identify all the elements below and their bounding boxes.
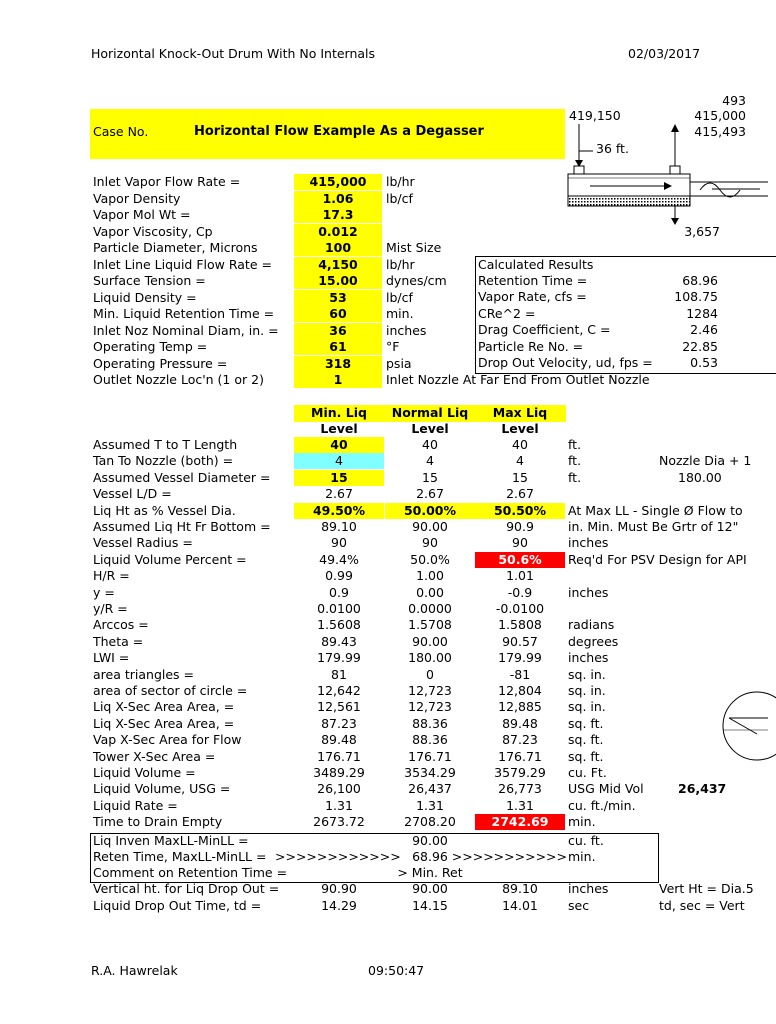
calc-label: CRe^2 = (478, 305, 536, 321)
input-unit: °F (386, 339, 400, 354)
level-subheader: Level (320, 421, 358, 436)
level-subheader: Level (501, 421, 539, 436)
row-value: 2742.69 (475, 814, 565, 830)
row-label: LWI = (93, 650, 130, 666)
level-header: Normal Liq (391, 405, 469, 420)
row-value: 40 (422, 437, 438, 452)
row-label: Liq X-Sec Area Area, = (93, 699, 235, 715)
input-label: Outlet Nozzle Loc'n (1 or 2) (93, 372, 264, 387)
calc-label: Particle Re No. = (478, 338, 584, 354)
row-value: 49.4% (319, 551, 359, 567)
row-value: 89.48 (502, 715, 538, 731)
row-unit: degrees (568, 633, 619, 649)
row-value: 1.5808 (498, 617, 542, 633)
row-value: 3489.29 (313, 765, 365, 780)
row-value: 12,561 (317, 699, 361, 715)
dropout-value: 14.29 (321, 898, 357, 913)
row-unit: min. (568, 814, 596, 830)
calc-label: Drop Out Velocity, ud, fps = (478, 355, 653, 370)
row-value: 176.71 (408, 748, 452, 764)
input-label: Inlet Noz Nominal Diam, in. = (93, 322, 279, 338)
retention-label: Reten Time, MaxLL-MinLL = (93, 849, 267, 864)
row-unit: in. Min. Must Be Grtr of 12" (568, 519, 739, 534)
row-label: Liquid Volume Percent = (93, 551, 247, 567)
row-label: area triangles = (93, 666, 195, 682)
calc-value: 0.53 (690, 355, 718, 370)
row-value: 40 (294, 437, 384, 453)
row-value: 2673.72 (313, 814, 365, 830)
row-value: 3534.29 (404, 765, 456, 780)
row-label: y/R = (93, 601, 128, 616)
row-label: Tower X-Sec Area = (93, 748, 216, 764)
dropout-value: 14.01 (502, 898, 538, 913)
calc-value: 1284 (686, 305, 718, 321)
page-date: 02/03/2017 (628, 46, 701, 61)
row-value: 90.00 (412, 519, 448, 534)
row-value: 2.67 (506, 486, 534, 502)
calc-value: 2.46 (690, 322, 718, 338)
input-value: 100 (294, 240, 382, 256)
dropout-value: 90.00 (412, 881, 448, 896)
calc-value: 68.96 (682, 273, 718, 288)
knockout-drum-diagram (560, 120, 768, 225)
row-label: Assumed Liq Ht Fr Bottom = (93, 519, 271, 534)
input-value: 1.06 (294, 191, 382, 207)
row-value: 90.9 (506, 519, 534, 534)
row-value: 50.6% (475, 552, 565, 568)
row-value: 176.71 (317, 748, 361, 764)
retention-value: > Min. Ret (397, 865, 463, 880)
input-value: 318 (294, 356, 382, 372)
row-value: 50.50% (475, 503, 565, 519)
row-value: 49.50% (294, 503, 384, 519)
input-unit: min. (386, 306, 414, 321)
row-value: 87.23 (321, 715, 357, 731)
row-unit: cu. ft./min. (568, 797, 636, 813)
row-value: 4 (426, 453, 434, 469)
row-label: Liquid Rate = (93, 797, 178, 813)
retention-value: 90.00 (412, 833, 448, 848)
row-value: 0.00 (416, 584, 444, 600)
level-subheader: Level (411, 421, 449, 436)
calc-value: 22.85 (682, 338, 718, 354)
row-value: 40 (512, 437, 528, 452)
row-unit: sq. in. (568, 699, 606, 715)
row-label: Vessel L/D = (93, 486, 172, 502)
level-header: Max Liq (492, 405, 548, 420)
input-unit: Mist Size (386, 240, 442, 255)
input-unit: Inlet Nozzle At Far End From Outlet Nozzle (386, 372, 650, 387)
level-header: Min. Liq (311, 405, 367, 420)
row-value: 180.00 (408, 650, 452, 666)
calculated-results-title: Calculated Results (478, 257, 594, 272)
row-unit: ft. (568, 469, 582, 485)
row-value: 12,804 (498, 683, 542, 698)
row-value: 15 (512, 469, 528, 485)
row-value: 50.0% (410, 551, 450, 567)
diagram-bottom-flow: 3,657 (684, 224, 720, 239)
input-label: Min. Liquid Retention Time = (93, 306, 275, 321)
row-value: 50.00% (385, 503, 475, 519)
row-label: Liquid Volume = (93, 765, 196, 780)
diagram-outlet-flow: 415,000 (694, 108, 746, 123)
input-label: Operating Temp = (93, 339, 208, 354)
input-label: Vapor Viscosity, Cp (93, 223, 213, 239)
row-unit: cu. Ft. (568, 765, 607, 780)
row-unit: inches (568, 650, 609, 666)
row-value: 87.23 (502, 732, 538, 748)
row-value: 4 (516, 453, 524, 469)
row-value: 90.57 (502, 633, 538, 649)
retention-right-arrows: <<<<<<<<<<< (451, 849, 567, 864)
footer-author: R.A. Hawrelak (91, 963, 178, 978)
row-value: 12,642 (317, 683, 361, 698)
row-value: 12,723 (408, 699, 452, 715)
input-value: 0.012 (294, 224, 382, 240)
retention-left-arrows: >>>>>>>>>>>> (275, 849, 401, 864)
dropout-value: 90.90 (321, 881, 357, 896)
row-unit: ft. (568, 453, 582, 469)
row-value: 12,885 (498, 699, 542, 715)
row-value: 1.31 (506, 797, 534, 813)
input-value: 61 (294, 339, 382, 355)
row-label: Time to Drain Empty (93, 814, 223, 830)
row-label: Assumed Vessel Diameter = (93, 469, 271, 485)
row-unit: sq. ft. (568, 748, 604, 764)
row-note: 180.00 (678, 469, 722, 485)
row-value: 179.99 (317, 650, 361, 666)
row-value: 26,100 (317, 781, 361, 797)
row-value: 1.31 (325, 797, 353, 813)
input-unit: lb/cf (386, 190, 413, 206)
input-label: Vapor Mol Wt = (93, 207, 191, 222)
input-label: Operating Pressure = (93, 355, 228, 371)
dropout-value: 14.15 (412, 898, 448, 913)
input-label: Surface Tension = (93, 273, 206, 288)
diagram-length-label: 36 ft. (596, 141, 629, 156)
retention-unit: cu. ft. (568, 833, 604, 848)
input-value: 415,000 (294, 174, 382, 190)
dropout-note: Vert Ht = Dia.5 (659, 881, 754, 896)
retention-value: 68.96 (412, 849, 448, 864)
row-unit: inches (568, 535, 609, 551)
row-unit: sq. in. (568, 683, 606, 698)
row-value: 179.99 (498, 650, 542, 666)
row-value: 89.10 (321, 519, 357, 534)
row-unit: inches (568, 584, 609, 600)
row-label: Liquid Volume, USG = (93, 781, 231, 797)
row-unit: Req'd For PSV Design for API (568, 551, 747, 567)
diagram-top-value: 493 (722, 93, 746, 108)
input-value: 60 (294, 306, 382, 322)
row-value: 89.43 (321, 633, 357, 649)
row-value: 0 (426, 666, 434, 682)
dropout-label: Liquid Drop Out Time, td = (93, 898, 262, 913)
input-value: 1 (294, 372, 382, 388)
row-label: Vap X-Sec Area for Flow (93, 732, 242, 748)
input-label: Vapor Density (93, 190, 181, 206)
row-unit: At Max LL - Single Ø Flow to (568, 502, 743, 518)
row-value: 2708.20 (404, 814, 456, 830)
row-value: 2.67 (416, 486, 444, 502)
row-label: Theta = (93, 633, 144, 649)
input-value: 4,150 (294, 257, 382, 273)
row-value: 90.00 (412, 633, 448, 649)
row-value: 176.71 (498, 748, 542, 764)
input-unit: psia (386, 355, 412, 371)
row-label: Liq Ht as % Vessel Dia. (93, 502, 236, 518)
dropout-note: td, sec = Vert (659, 898, 745, 913)
diagram-inlet-flow: 419,150 (569, 108, 621, 123)
row-label: area of sector of circle = (93, 683, 248, 698)
input-label: Inlet Line Liquid Flow Rate = (93, 256, 272, 272)
row-unit: radians (568, 617, 615, 633)
input-unit: inches (386, 322, 427, 338)
row-value: 0.9 (329, 584, 349, 600)
page-title: Horizontal Knock-Out Drum With No Internals (91, 46, 376, 61)
input-value: 15.00 (294, 273, 382, 289)
row-value: 2.67 (325, 486, 353, 502)
row-value: 15 (422, 469, 438, 485)
diagram-outlet-flow-2: 415,493 (694, 124, 746, 139)
input-value: 53 (294, 290, 382, 306)
row-value: 90 (422, 535, 438, 551)
row-value: -0.0100 (495, 601, 545, 616)
row-value: 89.48 (321, 732, 357, 748)
row-value: -81 (509, 666, 531, 682)
row-unit: USG Mid Vol (568, 781, 644, 797)
calc-label: Drag Coefficient, C = (478, 322, 611, 338)
cross-section-diagram (695, 690, 768, 762)
retention-label: Liq Inven MaxLL-MinLL = (93, 833, 249, 848)
dropout-label: Vertical ht. for Liq Drop Out = (93, 881, 280, 896)
row-value: 26,437 (408, 781, 452, 797)
row-value: 1.31 (416, 797, 444, 813)
row-value: 4 (294, 453, 384, 469)
row-value: 0.99 (325, 568, 353, 584)
input-label: Inlet Vapor Flow Rate = (93, 174, 241, 189)
dropout-unit: inches (568, 881, 609, 896)
input-value: 17.3 (294, 207, 382, 223)
row-value: 26,773 (498, 781, 542, 797)
row-note: Nozzle Dia + 1 (659, 453, 752, 469)
calc-label: Retention Time = (478, 273, 588, 288)
row-value: 88.36 (412, 715, 448, 731)
case-label: Case No. (93, 124, 149, 139)
retention-label: Comment on Retention Time = (93, 865, 288, 880)
retention-unit: min. (568, 849, 596, 864)
row-label: H/R = (93, 568, 130, 584)
row-value: 1.5708 (408, 617, 452, 633)
row-value: 90 (512, 535, 528, 551)
row-unit: sq. ft. (568, 715, 604, 731)
row-label: Liq X-Sec Area Area, = (93, 715, 235, 731)
row-value: 1.5608 (317, 617, 361, 633)
calc-label: Vapor Rate, cfs = (478, 289, 587, 305)
row-unit: ft. (568, 437, 582, 452)
row-value: 15 (294, 470, 384, 486)
row-label: Assumed T to T Length (93, 437, 238, 452)
row-value: 88.36 (412, 732, 448, 748)
row-label: Arccos = (93, 617, 149, 633)
row-value: 81 (331, 666, 347, 682)
calc-value: 108.75 (674, 289, 718, 305)
row-value: 0.0100 (317, 601, 361, 616)
input-value: 36 (294, 323, 382, 339)
row-unit: sq. ft. (568, 732, 604, 748)
row-label: Vessel Radius = (93, 535, 193, 551)
input-unit: lb/hr (386, 256, 415, 272)
row-label: Tan To Nozzle (both) = (93, 453, 234, 469)
row-value: 90 (331, 535, 347, 551)
row-value: 1.01 (506, 568, 534, 584)
input-unit: lb/hr (386, 174, 415, 189)
footer-time: 09:50:47 (368, 963, 425, 978)
row-value: 12,723 (408, 683, 452, 698)
input-label: Liquid Density = (93, 289, 197, 305)
row-note: 26,437 (678, 781, 727, 797)
row-value: 1.00 (416, 568, 444, 584)
input-unit: dynes/cm (386, 273, 447, 288)
row-value: 3579.29 (494, 765, 546, 780)
dropout-unit: sec (568, 898, 590, 913)
row-unit: sq. in. (568, 666, 606, 682)
dropout-value: 89.10 (502, 881, 538, 896)
input-label: Particle Diameter, Microns (93, 240, 258, 255)
case-title: Horizontal Flow Example As a Degasser (194, 124, 484, 139)
row-value: -0.9 (507, 584, 533, 600)
input-unit: lb/cf (386, 289, 413, 305)
row-value: 0.0000 (408, 601, 452, 616)
row-label: y = (93, 584, 115, 600)
